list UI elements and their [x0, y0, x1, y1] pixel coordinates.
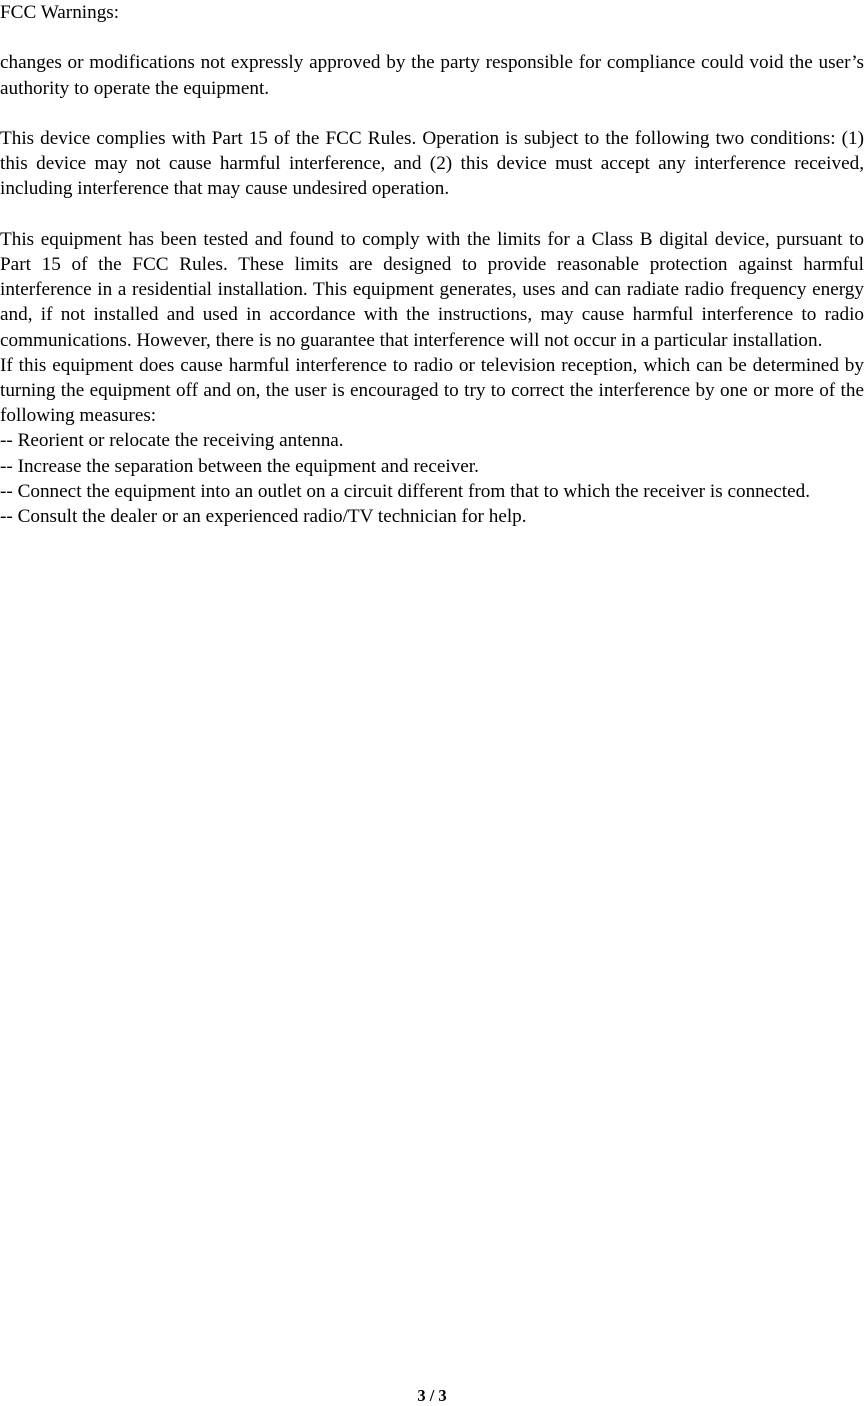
- paragraph-interference-measures: If this equipment does cause harmful interference to radio or television reception, which can be determined by turning the equipment off and on, the user is encouraged to try to correct the interference by one or more of the following measures:: [0, 354, 864, 427]
- paragraph-modifications: changes or modifications not expressly approved by the party responsible for compliance could void the user’s authority to operate the equipment.: [0, 52, 864, 99]
- measure-item: -- Increase the separation between the equipment and receiver.: [0, 455, 479, 477]
- measure-item: -- Consult the dealer or an experienced radio/TV technician for help.: [0, 506, 527, 528]
- paragraph-class-b-limits: This equipment has been tested and found to comply with the limits for a Class B digital device, pursuant to Part 15 of the FCC Rules. These limits are designed to provide reasonable protection against harmful interference in a residential installation. This equipment generates, uses and can radiate radio frequency energy and, if not installed and used in accordance with the instructions, may cause harmful interference to radio communications. However, there is no guarantee that interference will not occur in a particular installation.: [0, 228, 864, 351]
- spacer: [0, 202, 864, 227]
- paragraph-part15-conditions: This device complies with Part 15 of the FCC Rules. Operation is subject to the following two conditions: (1) this device may not cause harmful interference, and (2) this device must accept any interference received, including interference that may cause undesired operation.: [0, 127, 864, 200]
- measure-item: -- Reorient or relocate the receiving antenna.: [0, 430, 344, 452]
- document-body: [0, 0, 864, 529]
- spacer: [0, 25, 864, 50]
- page-number: 3 / 3: [417, 1386, 447, 1405]
- page-heading: FCC Warnings:: [0, 2, 120, 23]
- spacer: [0, 101, 864, 126]
- measure-item: -- Connect the equipment into an outlet on a circuit different from that to which the receiver is connected.: [0, 480, 811, 502]
